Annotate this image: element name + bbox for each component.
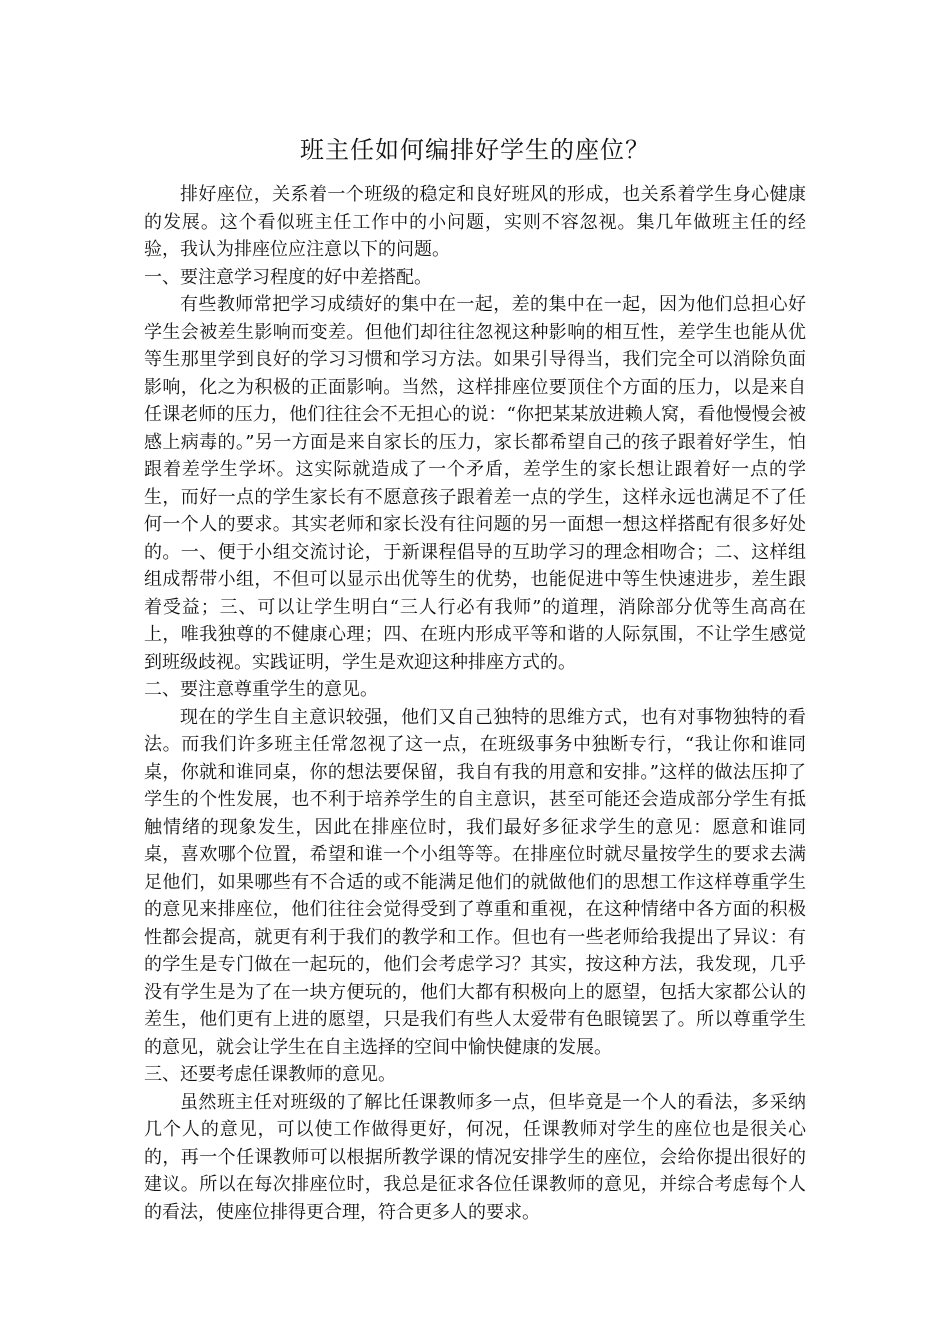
document-title: 班主任如何编排好学生的座位？ (300, 136, 650, 164)
section-1-paragraph: 有些教师常把学习成绩好的集中在一起，差的集中在一起，因为他们总担心好学生会被差生影响而变差。但他们却往往忽视这种影响的相互性，差学生也能从优等生那里学到良好的学习习惯和学习方法。如果引导得当，我们完全可以消除负面影响，化之为积极的正面影响。当然，这样排座位要顶住个方面的压力，以是来自任课老师的压力，他们往往会不无担心的说：“你把某某放进赖人窝，看他慢慢会被感上病毒的。”另一方面是来自家长的压力，家长都希望自己的孩子跟着好学生，怕跟着差学生学坏。这实际就造成了一个矛盾，差学生的家长想让跟着好一点的学生，而好一点的学生家长有不愿意孩子跟着差一点的学生，这样永远也满足不了任何一个人的要求。其实老师和家长没有往问题的另一面想一想这样搭配有很多好处的。一、便于小组交流讨论，于新课程倡导的互助学习的理念相吻合；二、这样组组成帮带小组，不但可以显示出优等生的优势，也能促进中等生快速进步，差生跟着受益；三、可以让学生明白“三人行必有我师”的道理，消除部分优等生高高在上，唯我独尊的不健康心理；四、在班内形成平等和谐的人际氛围，不让学生感觉到班级歧视。实践证明，学生是欢迎这种排座方式的。 (144, 294, 806, 673)
section-2-paragraph: 现在的学生自主意识较强，他们又自己独特的思维方式，也有对事物独特的看法。而我们许多班主任常忽视了这一点，在班级事务中独断专行，“我让你和谁同桌，你就和谁同桌，你的想法要保留，我自有我的用意和安排。”这样的做法压抑了学生的个性发展，也不利于培养学生的自主意识，甚至可能还会造成部分学生有抵触情绪的现象发生，因此在排座位时，我们最好多征求学生的意见：愿意和谁同桌，喜欢哪个位置，希望和谁一个小组等等。在排座位时就尽量按学生的要求去满足他们，如果哪些有不合适的或不能满足他们的就做他们的思想工作这样尊重学生的意见来排座位，他们往往会觉得受到了尊重和重视，在这种情绪中各方面的积极性都会提高，就更有利于我们的教学和工作。但也有一些老师给我提出了异议：有的学生是专门做在一起玩的，他们会考虑学习？其实，按这种方法，我发现，几乎没有学生是为了在一块方便玩的，他们大都有积极向上的愿望，包括大家都公认的差生，他们更有上进的愿望，只是我们有些人太爱带有色眼镜罢了。所以尊重学生的意见，就会让学生在自主选择的空间中愉快健康的发展。 (144, 706, 806, 1058)
section-3-heading: 三、还要考虑任课教师的意见。 (144, 1064, 396, 1085)
section-2-heading: 二、要注意尊重学生的意见。 (144, 679, 378, 700)
section-1-heading: 一、要注意学习程度的好中差搭配。 (144, 266, 432, 288)
section-3-paragraph: 虽然班主任对班级的了解比任课教师多一点，但毕竟是一个人的看法，多采纳几个人的意见，可以使工作做得更好，何况，任课教师对学生的座位也是很关心的，再一个任课教师可以根据所教学课的情况安排学生的座位，会给你提出很好的建议。所以在每次排座位时，我总是征求各位任课教师的意见，并综合考虑每个人的看法，使座位排得更合理，符合更多人的要求。 (144, 1091, 806, 1223)
document-content (144, 131, 806, 1226)
intro-paragraph: 排好座位，关系着一个班级的稳定和良好班风的形成，也关系着学生身心健康的发展。这个看似班主任工作中的小问题，实则不容忽视。集几年做班主任的经验，我认为排座位应注意以下的问题。 (144, 184, 806, 260)
